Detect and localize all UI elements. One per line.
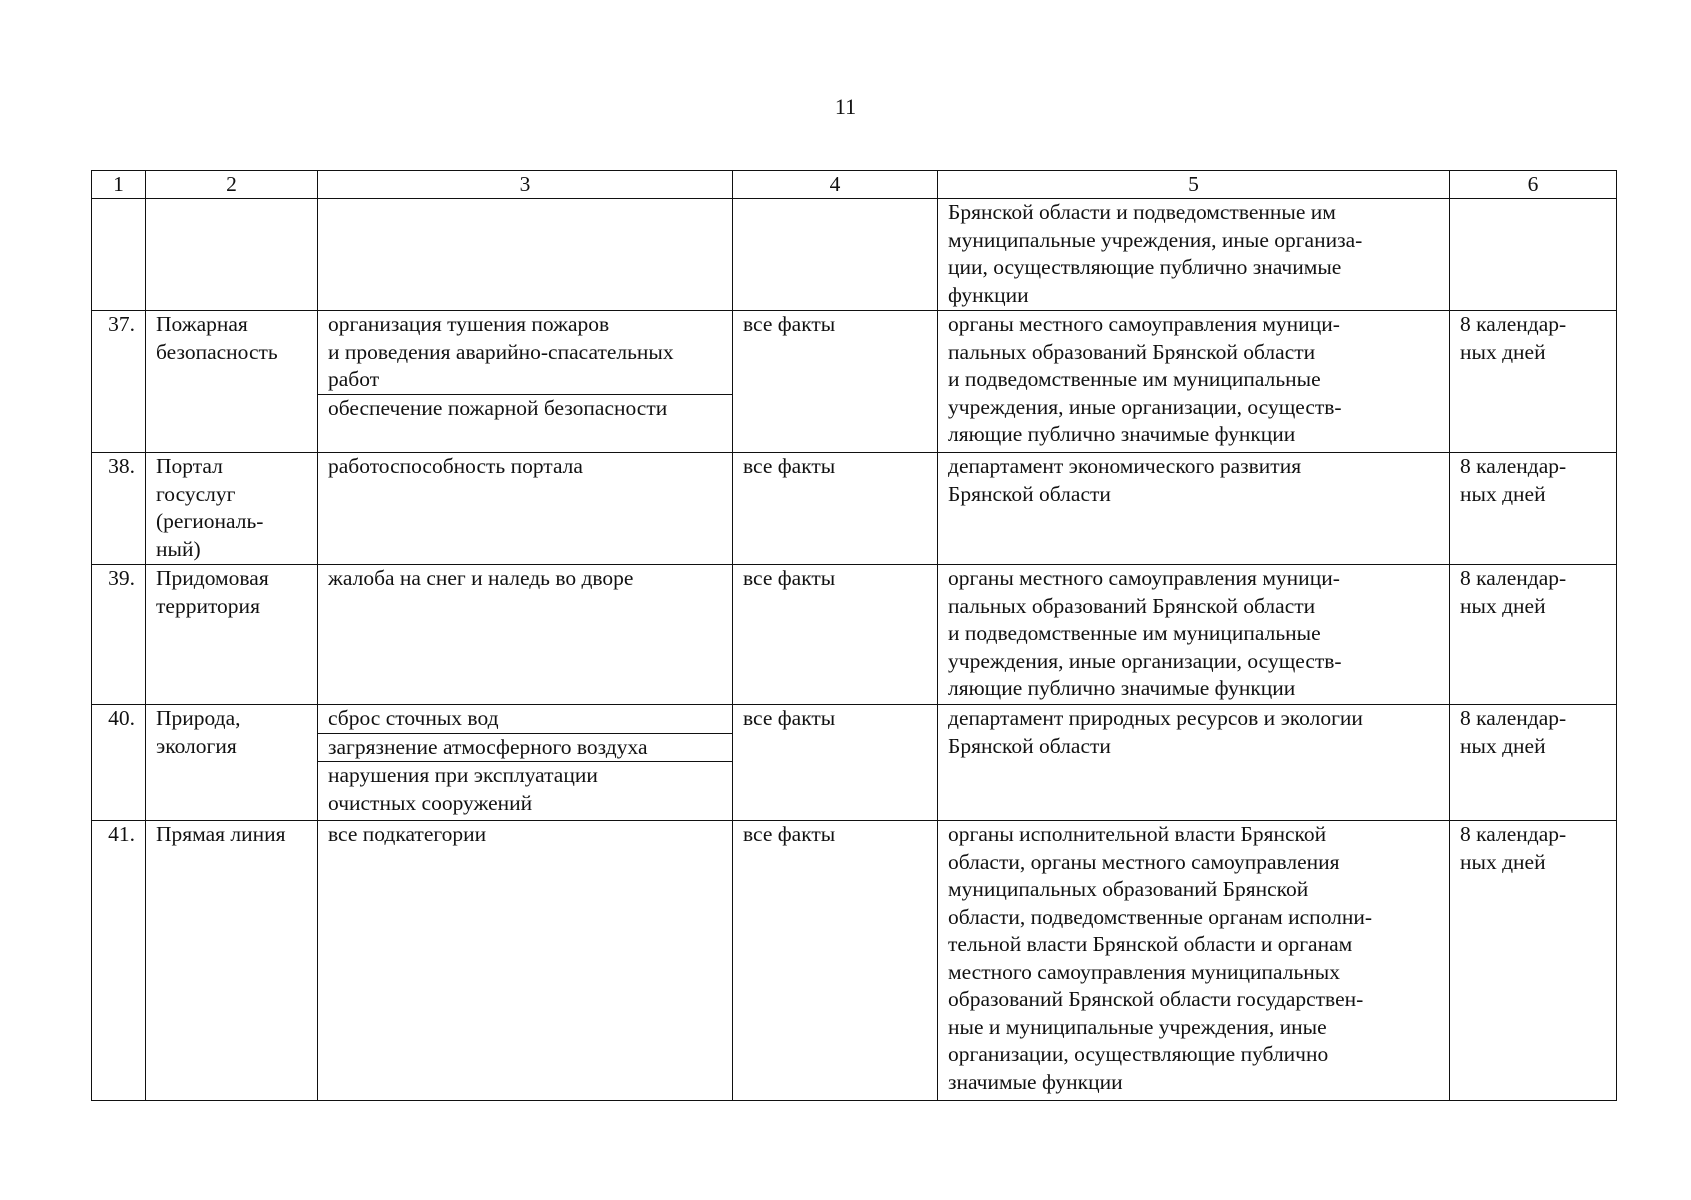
appeals-table	[91, 170, 1617, 1101]
table-row	[92, 311, 1617, 453]
row-number: 39.	[92, 565, 146, 705]
page-number: 11	[834, 94, 857, 119]
subcategory-cell	[318, 565, 733, 705]
subcategory-item: загрязнение атмосферного воздуха	[318, 734, 732, 763]
category-cell: Пожарная безопасность	[146, 311, 318, 453]
row-number: 40.	[92, 705, 146, 821]
subcategory-cell	[318, 453, 733, 565]
category-cell: Природа, экология	[146, 705, 318, 821]
subcategory-item: организация тушения пожаров и проведения аварийно-спасательных работ	[318, 311, 732, 395]
subcategory-cell	[318, 311, 733, 453]
category-cell: Придомовая территория	[146, 565, 318, 705]
facts-cell: все факты	[733, 565, 938, 705]
deadline-cell: 8 календар- ных дней	[1450, 705, 1617, 821]
facts-cell: все факты	[733, 821, 938, 1101]
column-number: 5	[938, 171, 1450, 199]
subcategory-cell	[318, 705, 733, 821]
column-number-row	[92, 171, 1617, 199]
subcategory-item: сброс сточных вод	[318, 705, 732, 734]
responsible-cell: департамент природных ресурсов и экологии Брянской области	[938, 705, 1450, 821]
facts-cell: все факты	[733, 453, 938, 565]
subcategory-item: нарушения при эксплуатации очистных сооружений	[328, 763, 598, 815]
column-number: 1	[92, 171, 146, 199]
column-number: 4	[733, 171, 938, 199]
facts-cell: все факты	[733, 705, 938, 821]
responsible-cell: департамент экономического развития Брянской области	[938, 453, 1450, 565]
row-number: 38.	[92, 453, 146, 565]
subcategory-item: работоспособность портала	[328, 454, 583, 478]
row-number: 41.	[92, 821, 146, 1101]
column-number: 2	[146, 171, 318, 199]
table-row	[92, 821, 1617, 1101]
facts-cell: все факты	[733, 311, 938, 453]
subcategory-item: все подкатегории	[328, 822, 487, 846]
column-number: 6	[1450, 171, 1617, 199]
category-cell: Прямая линия	[146, 821, 318, 1101]
responsible-cell: органы исполнительной власти Брянской области, органы местного самоуправления муниципальных образований Брянской области, подведомственные органам исполни- тельной власти Брянской области и органам местного самоуправления муниципальных образований Брянской области государствен- ные и муниципальные учреждения, иные организации, осуществляющие публично значимые функции	[938, 821, 1450, 1101]
subcategory-item: жалоба на снег и наледь во дворе	[328, 566, 634, 590]
responsible-cell: Брянской области и подведомственные им муниципальные учреждения, иные организа- ции, осуществляющие публично значимые функции	[938, 199, 1450, 311]
responsible-cell: органы местного самоуправления муници- пальных образований Брянской области и подведомственные им муниципальные учреждения, иные организации, осуществ- ляющие публично значимые функции	[938, 565, 1450, 705]
deadline-cell: 8 календар- ных дней	[1450, 453, 1617, 565]
category-cell: Портал госуслуг (региональ- ный)	[146, 453, 318, 565]
subcategory-item: обеспечение пожарной безопасности	[328, 395, 668, 420]
table-row	[92, 565, 1617, 705]
deadline-cell: 8 календар- ных дней	[1450, 311, 1617, 453]
deadline-cell: 8 календар- ных дней	[1450, 821, 1617, 1101]
column-number: 3	[318, 171, 733, 199]
table-row	[92, 705, 1617, 821]
row-number: 37.	[92, 311, 146, 453]
deadline-cell: 8 календар- ных дней	[1450, 565, 1617, 705]
subcategory-cell	[318, 821, 733, 1101]
continuation-row	[92, 199, 1617, 311]
table-row	[92, 453, 1617, 565]
responsible-cell: органы местного самоуправления муници- пальных образований Брянской области и подведомственные им муниципальные учреждения, иные организации, осуществ- ляющие публично значимые функции	[938, 311, 1450, 453]
